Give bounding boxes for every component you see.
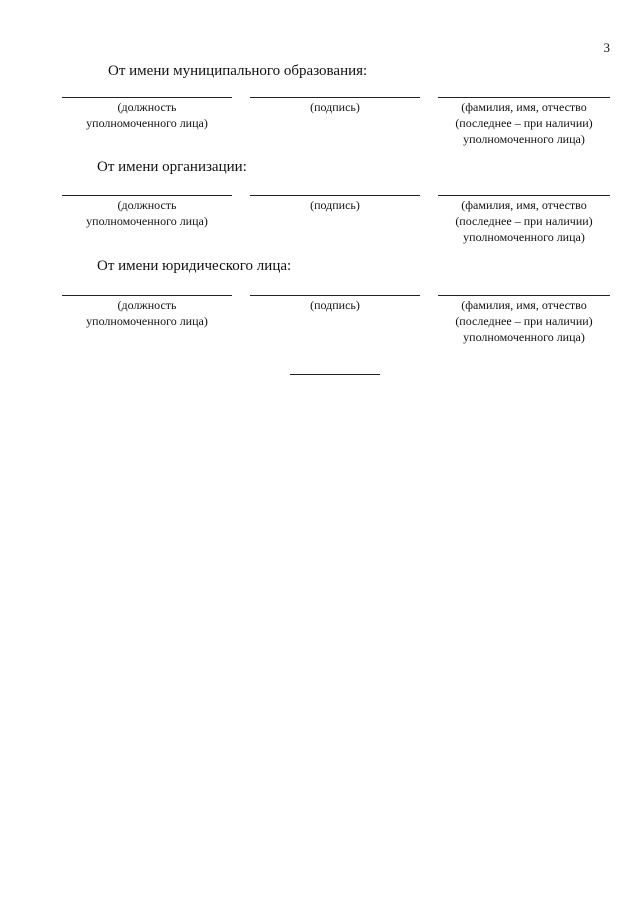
- position-caption: (должность уполномоченного лица): [86, 198, 208, 228]
- name-line: [438, 97, 610, 98]
- name-line: [438, 195, 610, 196]
- section-heading: От имени организации:: [97, 159, 247, 175]
- signature-line: [250, 97, 420, 98]
- section-heading: От имени муниципального образования:: [108, 63, 368, 79]
- position-line: [62, 97, 232, 98]
- name-caption: (фамилия, имя, отчество (последнее – при наличии) уполномоченного лица): [455, 100, 593, 146]
- signature-line: [250, 295, 420, 296]
- position-line: [62, 295, 232, 296]
- position-caption: (должность уполномоченного лица): [86, 100, 208, 130]
- end-of-document-rule: [290, 374, 380, 375]
- signature-caption: (подпись): [310, 298, 360, 312]
- signature-line: [250, 195, 420, 196]
- name-caption: (фамилия, имя, отчество (последнее – при наличии) уполномоченного лица): [455, 198, 593, 244]
- name-line: [438, 295, 610, 296]
- section-heading: От имени юридического лица:: [97, 258, 292, 274]
- position-line: [62, 195, 232, 196]
- name-caption: (фамилия, имя, отчество (последнее – при наличии) уполномоченного лица): [455, 298, 593, 344]
- signature-caption: (подпись): [310, 100, 360, 114]
- page-number: 3: [603, 40, 610, 55]
- signature-caption: (подпись): [310, 198, 360, 212]
- position-caption: (должность уполномоченного лица): [86, 298, 208, 328]
